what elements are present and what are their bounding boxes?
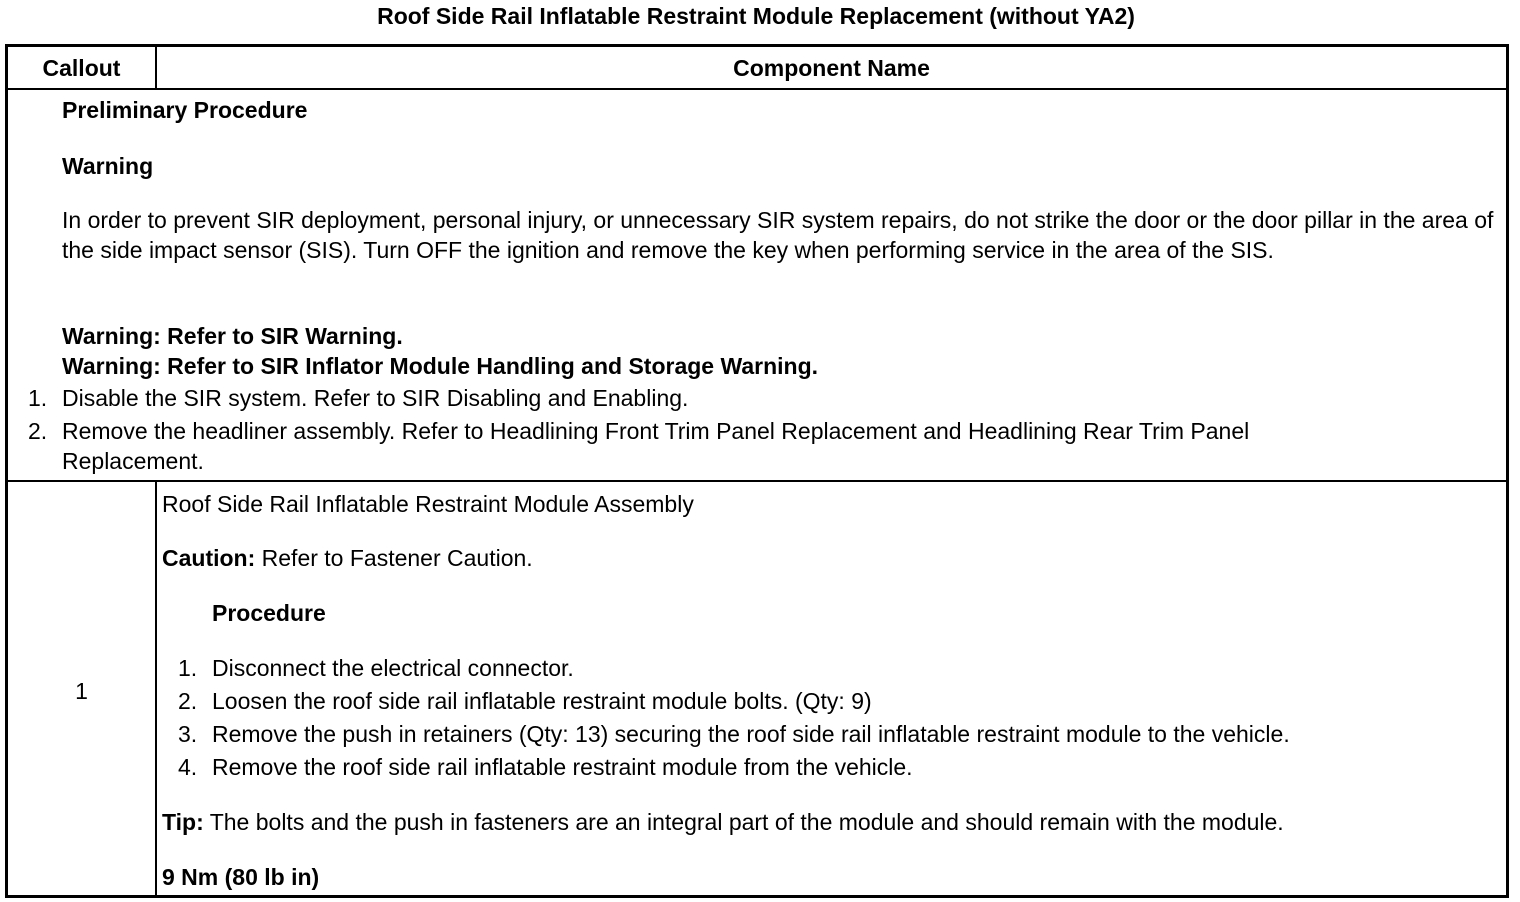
- component-name-column-header: Component Name: [733, 55, 930, 81]
- caution-text: Refer to Fastener Caution.: [255, 545, 533, 571]
- procedure-table: [5, 44, 1509, 898]
- preliminary-row-divider: [8, 480, 1506, 482]
- tip-label: Tip:: [162, 809, 204, 835]
- tip-line: [162, 807, 1284, 837]
- callout-number: 1: [75, 678, 88, 704]
- procedure-step-text: Disconnect the electrical connector.: [212, 655, 574, 681]
- preliminary-step-text: Remove the headliner assembly. Refer to Headlining Front Trim Panel Replacement and Headlining Rear Trim Panel Replacement.: [62, 418, 1250, 474]
- callout-column-header: Callout: [42, 55, 121, 81]
- procedure-step-number: 1.: [178, 655, 198, 681]
- component-name: Roof Side Rail Inflatable Restraint Module Assembly: [162, 491, 694, 517]
- procedure-step-text: Remove the push in retainers (Qty: 13) securing the roof side rail inflatable restraint module to the vehicle.: [212, 721, 1290, 747]
- preliminary-procedure-heading: Preliminary Procedure: [62, 97, 308, 123]
- torque-spec: 9 Nm (80 lb in): [162, 864, 320, 890]
- preliminary-step-number: 1.: [28, 385, 48, 411]
- row1-column-divider: [155, 480, 157, 895]
- sir-inflator-warning-reference: Warning: Refer to SIR Inflator Module Handling and Storage Warning.: [62, 353, 819, 379]
- procedure-step-number: 3.: [178, 721, 198, 747]
- procedure-step-number: 4.: [178, 754, 198, 780]
- warning-text: In order to prevent SIR deployment, personal injury, or unnecessary SIR system repairs, do not strike the door or the door pillar in the area of the side impact sensor (SIS). Turn OFF the ignition and remove the key when performing service in the area of the SIS.: [62, 207, 1494, 263]
- sir-warning-reference: Warning: Refer to SIR Warning.: [62, 323, 403, 349]
- tip-text: The bolts and the push in fasteners are an integral part of the module and should remain with the module.: [203, 809, 1284, 835]
- header-row-divider: [8, 88, 1506, 90]
- procedure-step-number: 2.: [178, 688, 198, 714]
- warning-heading: Warning: [62, 153, 154, 179]
- procedure-heading: Procedure: [212, 600, 326, 626]
- caution-line: [162, 543, 533, 573]
- preliminary-step-text: Disable the SIR system. Refer to SIR Disabling and Enabling.: [62, 385, 689, 411]
- document-title: Roof Side Rail Inflatable Restraint Module Replacement (without YA2): [377, 3, 1135, 29]
- preliminary-step-number: 2.: [28, 418, 48, 444]
- procedure-step-text: Remove the roof side rail inflatable restraint module from the vehicle.: [212, 754, 913, 780]
- procedure-step-text: Loosen the roof side rail inflatable restraint module bolts. (Qty: 9): [212, 688, 872, 714]
- caution-label: Caution:: [162, 545, 256, 571]
